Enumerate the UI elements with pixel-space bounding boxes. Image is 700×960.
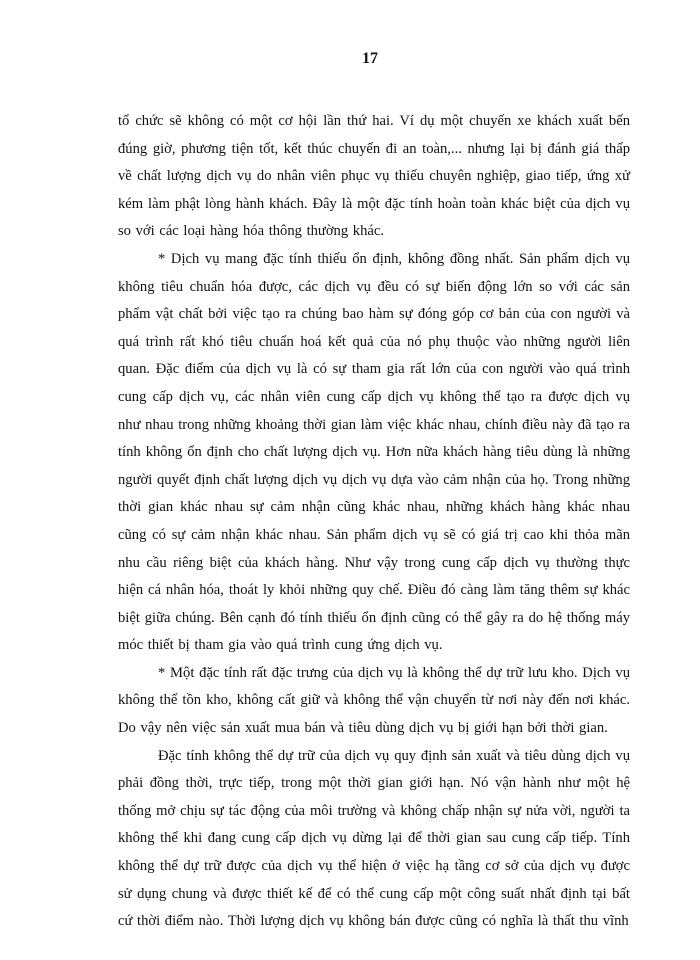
page-number: 17 (362, 50, 378, 67)
paragraph-continuation: tổ chức sẽ không có một cơ hội lần thứ hai. Ví dụ một chuyến xe khách xuất bến đúng giờ, phương tiện tốt, kết thúc chuyến đi an toàn,... nhưng lại bị đánh giá thấp về chất lượng dịch vụ do nhân viên phục vụ thiếu chuyên nghiệp, giao tiếp, ứng xử kém làm phật lòng hành khách. Đây là một đặc tính hoàn toàn khác biệt của dịch vụ so với các loại hàng hóa thông thường khác. (118, 113, 630, 240)
paragraph-perishability: Đặc tính không thể dự trữ của dịch vụ quy định sản xuất và tiêu dùng dịch vụ phải đồng thời, trực tiếp, trong một thời gian giới hạn. Nó vận hành như một hệ thống mở chịu sự tác động của môi trường và không chấp nhận sự nửa vời, người ta không thể khi đang cung cấp dịch vụ dừng lại để thời gian sau cung cấp tiếp. Tính không thể dự trữ được của dịch vụ thể hiện ở việc hạ tầng cơ sở của dịch vụ được sử dụng chung và được thiết kế để có thể cung cấp một công suất nhất định tại bất cứ thời điểm nào. Thời lượng dịch vụ không bán được cũng có nghĩa là thất thu vĩnh (118, 747, 630, 930)
paragraph-instability: * Dịch vụ mang đặc tính thiếu ổn định, không đồng nhất. Sản phẩm dịch vụ không tiêu chuẩn hóa được, các dịch vụ đều có sự biến động lớn so với các sản phẩm vật chất bởi việc tạo ra chúng bao hàm sự đóng góp cơ bản của con người và quá trình rất khó tiêu chuẩn hoá kết quả của nó phụ thuộc vào những người liên quan. Đặc điểm của dịch vụ là có sự tham gia rất lớn của con người vào quá trình cung cấp dịch vụ, các nhân viên cung cấp dịch vụ không thể tạo ra được dịch vụ như nhau trong những khoảng thời gian làm việc khác nhau, chính điều này đã tạo ra tính không ổn định cho chất lượng dịch vụ. Hơn nữa khách hàng tiêu dùng là những người quyết định chất lượng dịch vụ dịch vụ dựa vào cảm nhận của họ. Trong những thời gian khác nhau sự cảm nhận cũng khác nhau, những khách hàng khác nhau cũng có sự cảm nhận khác nhau. Sản phẩm dịch vụ sẽ có giá trị cao khi thỏa mãn nhu cầu riêng biệt của khách hàng. Như vậy trong cung cấp dịch vụ thường thực hiện cá nhân hóa, thoát ly khỏi những quy chế. Điều đó càng làm tăng thêm sự khác biệt giữa chúng. Bên cạnh đó tính thiếu ổn định cũng có thể gây ra do hệ thống máy móc thiết bị tham gia vào quá trình cung ứng dịch vụ. (118, 250, 630, 654)
paragraph-no-storage: * Một đặc tính rất đặc trưng của dịch vụ là không thể dự trữ lưu kho. Dịch vụ không thể tồn kho, không cất giữ và không thể vận chuyển từ nơi này đến nơi khác. Do vậy nên việc sản xuất mua bán và tiêu dùng dịch vụ bị giới hạn bởi thời gian. (118, 664, 630, 737)
document-body (118, 108, 630, 936)
